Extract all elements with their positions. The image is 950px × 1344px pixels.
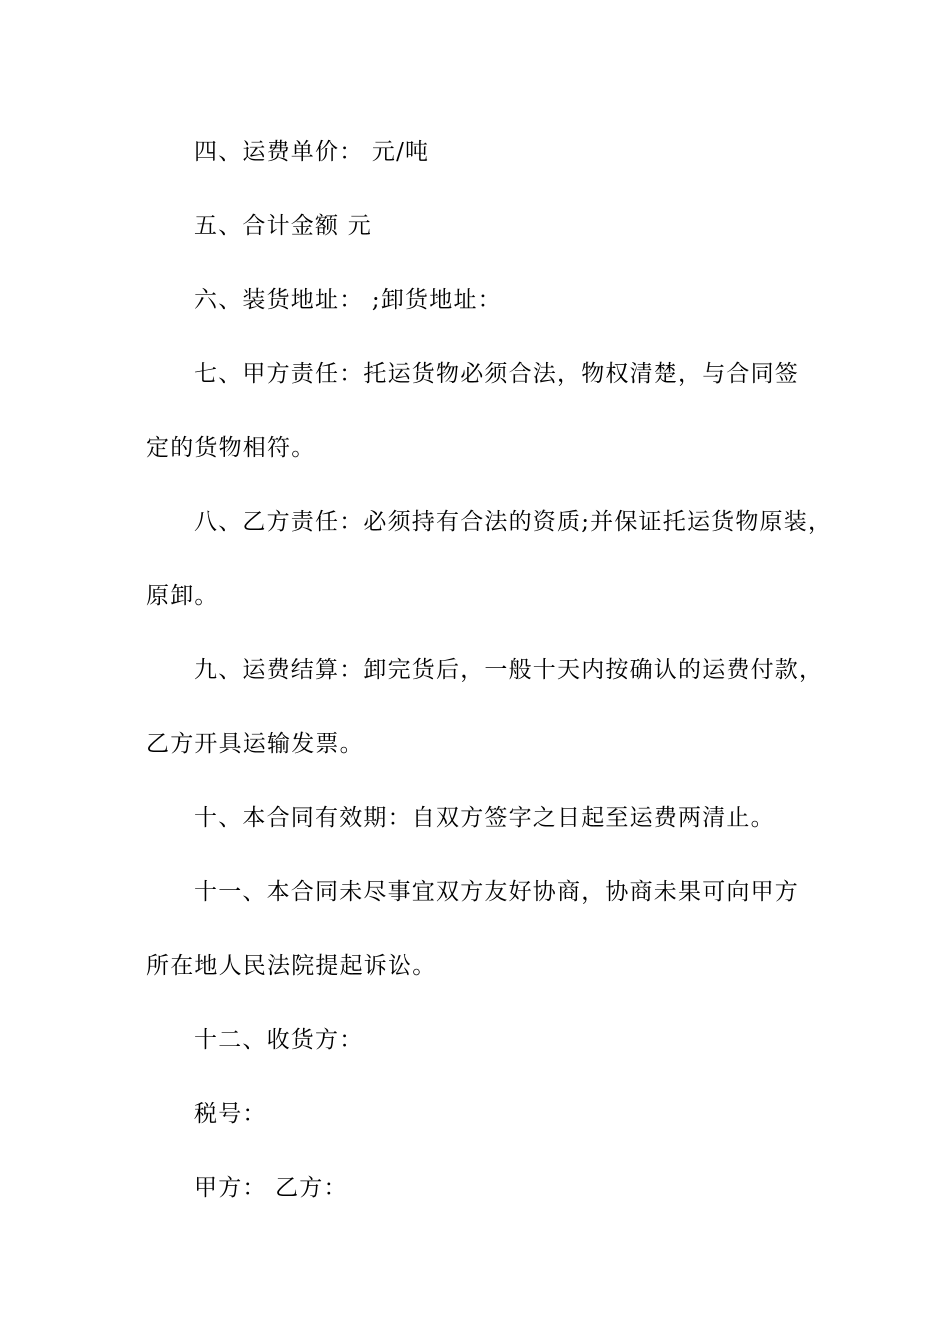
clause-4-freight-unit-price: 四、运费单价： 元/吨 [194,139,430,165]
clause-11-continuation: 所在地人民法院提起诉讼。 [146,953,437,979]
clause-7-party-a-responsibility: 七、甲方责任：托运货物必须合法，物权清楚，与合同签 [194,361,799,387]
clause-11-dispute-resolution: 十一、本合同未尽事宜双方友好协商，协商未果可向甲方 [194,879,799,905]
clause-9-freight-settlement: 九、运费结算：卸完货后，一般十天内按确认的运费付款， [194,657,824,683]
clause-9-continuation: 乙方开具运输发票。 [146,731,364,757]
clause-8-continuation: 原卸。 [146,583,219,609]
clause-10-validity-period: 十、本合同有效期：自双方签字之日起至运费两清止。 [194,805,775,831]
clause-12-consignee: 十二、收货方： [194,1027,364,1053]
clause-6-loading-unloading-address: 六、装货地址： ;卸货地址： [194,287,502,313]
clause-7-continuation: 定的货物相符。 [146,435,316,461]
tax-number-label: 税号： [194,1101,267,1127]
clause-8-party-b-responsibility: 八、乙方责任：必须持有合法的资质;并保证托运货物原装， [194,509,833,535]
signature-parties: 甲方： 乙方： [194,1175,348,1201]
clause-5-total-amount: 五、合计金额 元 [194,213,372,239]
